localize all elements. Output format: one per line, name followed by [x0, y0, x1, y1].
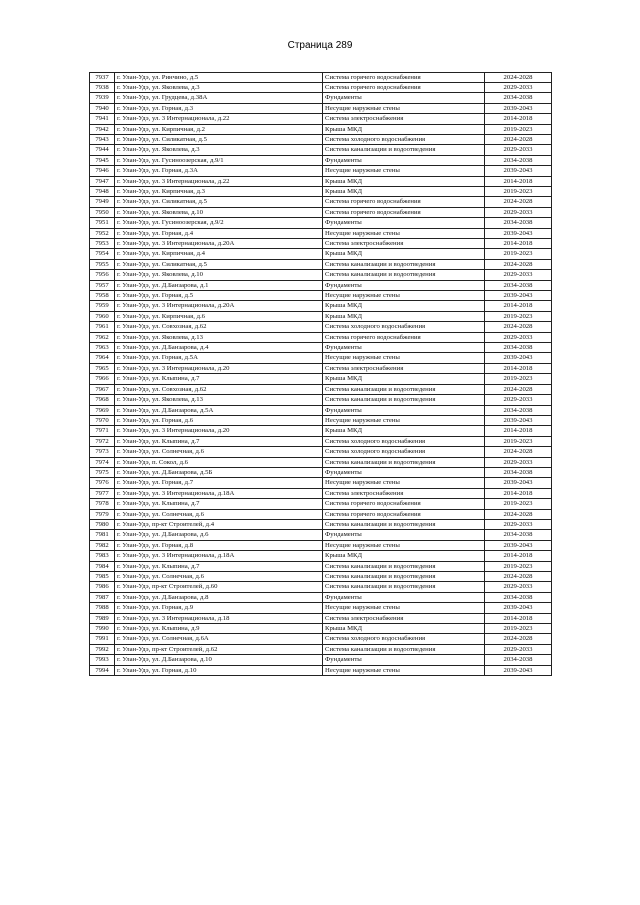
address-cell: г. Улан-Удэ, ул. Горная, д.8	[115, 540, 323, 550]
table-row	[90, 582, 552, 592]
row-number-cell: 7990	[90, 624, 115, 634]
address-cell: г. Улан-Удэ, пр-кт Строителей, д.62	[115, 644, 323, 654]
repair-period-cell: 2019-2023	[485, 124, 552, 134]
table-row	[90, 613, 552, 623]
address-cell: г. Улан-Удэ, ул. Горная, д.7	[115, 478, 323, 488]
repair-period-cell: 2039-2043	[485, 478, 552, 488]
table-row	[90, 103, 552, 113]
table-row	[90, 93, 552, 103]
address-cell: г. Улан-Удэ, ул. 3 Интернационала, д.20А	[115, 239, 323, 249]
repair-period-cell: 2039-2043	[485, 603, 552, 613]
row-number-cell: 7986	[90, 582, 115, 592]
table-row	[90, 114, 552, 124]
table-row	[90, 457, 552, 467]
row-number-cell: 7974	[90, 457, 115, 467]
row-number-cell: 7955	[90, 259, 115, 269]
table-row	[90, 436, 552, 446]
address-cell: г. Улан-Удэ, ул. 3 Интернационала, д.22	[115, 176, 323, 186]
repair-period-cell: 2039-2043	[485, 291, 552, 301]
address-cell: г. Улан-Удэ, ул. Горная, д.6	[115, 415, 323, 425]
row-number-cell: 7947	[90, 176, 115, 186]
repair-period-cell: 2039-2043	[485, 540, 552, 550]
building-system-cell: Система холодного водоснабжения	[323, 447, 485, 457]
repair-period-cell: 2029-2033	[485, 395, 552, 405]
row-number-cell: 7946	[90, 166, 115, 176]
building-system-cell: Крыша МКД	[323, 426, 485, 436]
row-number-cell: 7958	[90, 291, 115, 301]
address-cell: г. Улан-Удэ, ул. 3 Интернационала, д.18А	[115, 488, 323, 498]
repair-period-cell: 2039-2043	[485, 353, 552, 363]
building-system-cell: Фундаменты	[323, 530, 485, 540]
row-number-cell: 7952	[90, 228, 115, 238]
building-system-cell: Несущие наружные стены	[323, 166, 485, 176]
table-row	[90, 509, 552, 519]
table-row	[90, 186, 552, 196]
row-number-cell: 7949	[90, 197, 115, 207]
address-cell: г. Улан-Удэ, ул. Д.Банзарова, д.10	[115, 655, 323, 665]
row-number-cell: 7966	[90, 374, 115, 384]
table-row	[90, 259, 552, 269]
address-cell: г. Улан-Удэ, ул. Клыпина, д.7	[115, 499, 323, 509]
table-row	[90, 239, 552, 249]
repair-period-cell: 2034-2038	[485, 592, 552, 602]
repair-period-cell: 2029-2033	[485, 207, 552, 217]
address-cell: г. Улан-Удэ, ул. Кирпичная, д.2	[115, 124, 323, 134]
address-cell: г. Улан-Удэ, ул. Горная, д.3	[115, 103, 323, 113]
building-system-cell: Фундаменты	[323, 218, 485, 228]
building-system-cell: Система электроснабжения	[323, 114, 485, 124]
repair-period-cell: 2014-2018	[485, 363, 552, 373]
repair-period-cell: 2019-2023	[485, 561, 552, 571]
repair-period-cell: 2024-2028	[485, 197, 552, 207]
address-cell: г. Улан-Удэ, ул. Силикатная, д.5	[115, 197, 323, 207]
building-system-cell: Система горячего водоснабжения	[323, 197, 485, 207]
address-cell: г. Улан-Удэ, ул. Совхозная, д.62	[115, 384, 323, 394]
repair-period-cell: 2014-2018	[485, 488, 552, 498]
repair-period-cell: 2029-2033	[485, 457, 552, 467]
table-row	[90, 384, 552, 394]
building-system-cell: Несущие наружные стены	[323, 665, 485, 675]
repair-period-cell: 2029-2033	[485, 270, 552, 280]
repair-period-cell: 2029-2033	[485, 582, 552, 592]
address-cell: г. Улан-Удэ, ул. Совхозная, д.62	[115, 322, 323, 332]
table-row	[90, 415, 552, 425]
repair-period-cell: 2019-2023	[485, 499, 552, 509]
table-row	[90, 145, 552, 155]
address-cell: г. Улан-Удэ, ул. Горная, д.5	[115, 291, 323, 301]
repair-period-cell: 2019-2023	[485, 249, 552, 259]
table-row	[90, 499, 552, 509]
address-cell: г. Улан-Удэ, ул. Ринчино, д.5	[115, 72, 323, 82]
building-system-cell: Система канализации и водоотведения	[323, 395, 485, 405]
address-cell: г. Улан-Удэ, ул. Д.Банзарова, д.4	[115, 343, 323, 353]
building-system-cell: Система холодного водоснабжения	[323, 634, 485, 644]
repair-period-cell: 2024-2028	[485, 384, 552, 394]
repair-period-cell: 2034-2038	[485, 530, 552, 540]
address-cell: г. Улан-Удэ, ул. Солнечная, д.6А	[115, 634, 323, 644]
repair-period-cell: 2014-2018	[485, 426, 552, 436]
table-row	[90, 655, 552, 665]
building-system-cell: Фундаменты	[323, 280, 485, 290]
table-row	[90, 519, 552, 529]
address-cell: г. Улан-Удэ, ул. Солнечная, д.6	[115, 509, 323, 519]
row-number-cell: 7993	[90, 655, 115, 665]
building-system-cell: Система канализации и водоотведения	[323, 519, 485, 529]
table-row	[90, 363, 552, 373]
row-number-cell: 7984	[90, 561, 115, 571]
table-row	[90, 322, 552, 332]
row-number-cell: 7972	[90, 436, 115, 446]
building-system-cell: Крыша МКД	[323, 311, 485, 321]
building-system-cell: Несущие наружные стены	[323, 291, 485, 301]
row-number-cell: 7979	[90, 509, 115, 519]
building-system-cell: Система электроснабжения	[323, 488, 485, 498]
address-cell: г. Улан-Удэ, ул. Силикатная, д.5	[115, 259, 323, 269]
address-cell: г. Улан-Удэ, ул. 3 Интернационала, д.18А	[115, 551, 323, 561]
table-row	[90, 665, 552, 675]
repair-period-cell: 2014-2018	[485, 301, 552, 311]
row-number-cell: 7964	[90, 353, 115, 363]
table-row	[90, 540, 552, 550]
row-number-cell: 7956	[90, 270, 115, 280]
table-row	[90, 134, 552, 144]
building-system-cell: Крыша МКД	[323, 124, 485, 134]
address-cell: г. Улан-Удэ, ул. Яковлева, д.3	[115, 145, 323, 155]
repair-period-cell: 2039-2043	[485, 103, 552, 113]
row-number-cell: 7944	[90, 145, 115, 155]
repair-period-cell: 2034-2038	[485, 467, 552, 477]
address-cell: г. Улан-Удэ, ул. Кирпичная, д.3	[115, 186, 323, 196]
repair-period-cell: 2014-2018	[485, 613, 552, 623]
row-number-cell: 7991	[90, 634, 115, 644]
row-number-cell: 7961	[90, 322, 115, 332]
address-cell: г. Улан-Удэ, ул. Горная, д.5А	[115, 353, 323, 363]
repair-period-cell: 2024-2028	[485, 322, 552, 332]
row-number-cell: 7971	[90, 426, 115, 436]
table-row	[90, 228, 552, 238]
row-number-cell: 7962	[90, 332, 115, 342]
address-cell: г. Улан-Удэ, пр-кт Строителей, д.4	[115, 519, 323, 529]
row-number-cell: 7969	[90, 405, 115, 415]
table-row	[90, 530, 552, 540]
table-row	[90, 82, 552, 92]
row-number-cell: 7970	[90, 415, 115, 425]
building-system-cell: Система горячего водоснабжения	[323, 332, 485, 342]
table-row	[90, 249, 552, 259]
table-row	[90, 72, 552, 82]
building-system-cell: Система канализации и водоотведения	[323, 561, 485, 571]
table-row	[90, 197, 552, 207]
row-number-cell: 7945	[90, 155, 115, 165]
row-number-cell: 7954	[90, 249, 115, 259]
table-row	[90, 467, 552, 477]
building-system-cell: Несущие наружные стены	[323, 603, 485, 613]
repair-period-cell: 2034-2038	[485, 280, 552, 290]
row-number-cell: 7959	[90, 301, 115, 311]
table-row	[90, 551, 552, 561]
address-cell: г. Улан-Удэ, п. Сокол, д.6	[115, 457, 323, 467]
address-cell: г. Улан-Удэ, ул. Яковлева, д.3	[115, 82, 323, 92]
building-system-cell: Фундаменты	[323, 592, 485, 602]
repair-period-cell: 2034-2038	[485, 155, 552, 165]
address-cell: г. Улан-Удэ, ул. 3 Интернационала, д.20	[115, 426, 323, 436]
repair-period-cell: 2034-2038	[485, 405, 552, 415]
building-system-cell: Фундаменты	[323, 655, 485, 665]
table-body	[90, 72, 552, 676]
row-number-cell: 7992	[90, 644, 115, 654]
building-system-cell: Несущие наружные стены	[323, 478, 485, 488]
table-row	[90, 291, 552, 301]
building-system-cell: Система канализации и водоотведения	[323, 582, 485, 592]
table-row	[90, 644, 552, 654]
repair-period-cell: 2024-2028	[485, 634, 552, 644]
address-cell: г. Улан-Удэ, ул. Яковлева, д.13	[115, 332, 323, 342]
repair-period-cell: 2024-2028	[485, 447, 552, 457]
row-number-cell: 7978	[90, 499, 115, 509]
row-number-cell: 7950	[90, 207, 115, 217]
repair-period-cell: 2019-2023	[485, 374, 552, 384]
repair-period-cell: 2019-2023	[485, 186, 552, 196]
repair-period-cell: 2034-2038	[485, 343, 552, 353]
row-number-cell: 7940	[90, 103, 115, 113]
table-row	[90, 124, 552, 134]
building-system-cell: Система горячего водоснабжения	[323, 82, 485, 92]
building-system-cell: Фундаменты	[323, 467, 485, 477]
building-system-cell: Несущие наружные стены	[323, 103, 485, 113]
address-cell: г. Улан-Удэ, ул. Кирпичная, д.6	[115, 311, 323, 321]
row-number-cell: 7983	[90, 551, 115, 561]
table-row	[90, 603, 552, 613]
table-row	[90, 478, 552, 488]
row-number-cell: 7943	[90, 134, 115, 144]
repair-period-cell: 2024-2028	[485, 259, 552, 269]
address-cell: г. Улан-Удэ, ул. Яковлева, д.13	[115, 395, 323, 405]
building-system-cell: Система холодного водоснабжения	[323, 436, 485, 446]
address-cell: г. Улан-Удэ, ул. Горная, д.3А	[115, 166, 323, 176]
building-system-cell: Крыша МКД	[323, 249, 485, 259]
table-row	[90, 634, 552, 644]
table-row	[90, 592, 552, 602]
address-cell: г. Улан-Удэ, ул. Д.Банзарова, д.5А	[115, 405, 323, 415]
repair-period-cell: 2019-2023	[485, 436, 552, 446]
row-number-cell: 7953	[90, 239, 115, 249]
building-system-cell: Крыша МКД	[323, 301, 485, 311]
table-row	[90, 270, 552, 280]
building-system-cell: Фундаменты	[323, 155, 485, 165]
building-system-cell: Фундаменты	[323, 343, 485, 353]
building-system-cell: Система горячего водоснабжения	[323, 207, 485, 217]
building-system-cell: Крыша МКД	[323, 374, 485, 384]
address-cell: г. Улан-Удэ, ул. 3 Интернационала, д.22	[115, 114, 323, 124]
address-cell: г. Улан-Удэ, ул. Гусиноозерская, д.9/1	[115, 155, 323, 165]
building-system-cell: Крыша МКД	[323, 551, 485, 561]
table-row	[90, 395, 552, 405]
row-number-cell: 7957	[90, 280, 115, 290]
repair-schedule-table	[89, 72, 552, 677]
building-system-cell: Фундаменты	[323, 93, 485, 103]
row-number-cell: 7968	[90, 395, 115, 405]
building-system-cell: Фундаменты	[323, 405, 485, 415]
address-cell: г. Улан-Удэ, ул. 3 Интернационала, д.18	[115, 613, 323, 623]
address-cell: г. Улан-Удэ, ул. Д.Банзарова, д.1	[115, 280, 323, 290]
repair-period-cell: 2034-2038	[485, 218, 552, 228]
building-system-cell: Система канализации и водоотведения	[323, 572, 485, 582]
table-row	[90, 624, 552, 634]
table-row	[90, 166, 552, 176]
repair-period-cell: 2029-2033	[485, 145, 552, 155]
building-system-cell: Система канализации и водоотведения	[323, 457, 485, 467]
repair-period-cell: 2024-2028	[485, 72, 552, 82]
row-number-cell: 7967	[90, 384, 115, 394]
row-number-cell: 7985	[90, 572, 115, 582]
row-number-cell: 7937	[90, 72, 115, 82]
address-cell: г. Улан-Удэ, ул. Горная, д.10	[115, 665, 323, 675]
building-system-cell: Система канализации и водоотведения	[323, 270, 485, 280]
table-row	[90, 343, 552, 353]
repair-period-cell: 2014-2018	[485, 239, 552, 249]
address-cell: г. Улан-Удэ, ул. Клыпина, д.7	[115, 561, 323, 571]
address-cell: г. Улан-Удэ, ул. Клыпина, д.7	[115, 436, 323, 446]
row-number-cell: 7941	[90, 114, 115, 124]
row-number-cell: 7960	[90, 311, 115, 321]
repair-period-cell: 2029-2033	[485, 644, 552, 654]
building-system-cell: Система электроснабжения	[323, 613, 485, 623]
table-row	[90, 332, 552, 342]
address-cell: г. Улан-Удэ, ул. 3 Интернационала, д.20А	[115, 301, 323, 311]
building-system-cell: Система канализации и водоотведения	[323, 384, 485, 394]
repair-period-cell: 2014-2018	[485, 551, 552, 561]
repair-period-cell: 2029-2033	[485, 82, 552, 92]
address-cell: г. Улан-Удэ, ул. 3 Интернационала, д.20	[115, 363, 323, 373]
repair-period-cell: 2029-2033	[485, 519, 552, 529]
repair-period-cell: 2014-2018	[485, 114, 552, 124]
address-cell: г. Улан-Удэ, ул. Грудцева, д.38А	[115, 93, 323, 103]
building-system-cell: Крыша МКД	[323, 186, 485, 196]
table-row	[90, 488, 552, 498]
table-row	[90, 301, 552, 311]
row-number-cell: 7939	[90, 93, 115, 103]
repair-period-cell: 2029-2033	[485, 332, 552, 342]
row-number-cell: 7994	[90, 665, 115, 675]
repair-period-cell: 2019-2023	[485, 624, 552, 634]
table-row	[90, 280, 552, 290]
building-system-cell: Несущие наружные стены	[323, 228, 485, 238]
table-row	[90, 374, 552, 384]
address-cell: г. Улан-Удэ, ул. Д.Банзарова, д.5Б	[115, 467, 323, 477]
address-cell: г. Улан-Удэ, ул. Кирпичная, д.4	[115, 249, 323, 259]
address-cell: г. Улан-Удэ, ул. Гусиноозерская, д.9/2	[115, 218, 323, 228]
repair-period-cell: 2014-2018	[485, 176, 552, 186]
row-number-cell: 7975	[90, 467, 115, 477]
building-system-cell: Крыша МКД	[323, 624, 485, 634]
address-cell: г. Улан-Удэ, ул. Горная, д.9	[115, 603, 323, 613]
row-number-cell: 7951	[90, 218, 115, 228]
page-number-header: Страница 289	[287, 40, 353, 51]
building-system-cell: Система электроснабжения	[323, 363, 485, 373]
repair-period-cell: 2024-2028	[485, 509, 552, 519]
table-row	[90, 218, 552, 228]
repair-period-cell: 2034-2038	[485, 93, 552, 103]
table-row	[90, 426, 552, 436]
address-cell: г. Улан-Удэ, ул. Клыпина, д.9	[115, 624, 323, 634]
row-number-cell: 7980	[90, 519, 115, 529]
row-number-cell: 7977	[90, 488, 115, 498]
table-row	[90, 207, 552, 217]
row-number-cell: 7989	[90, 613, 115, 623]
repair-period-cell: 2024-2028	[485, 572, 552, 582]
building-system-cell: Система электроснабжения	[323, 239, 485, 249]
address-cell: г. Улан-Удэ, ул. Д.Банзарова, д.8	[115, 592, 323, 602]
row-number-cell: 7973	[90, 447, 115, 457]
address-cell: г. Улан-Удэ, ул. Солнечная, д.6	[115, 572, 323, 582]
row-number-cell: 7963	[90, 343, 115, 353]
building-system-cell: Система канализации и водоотведения	[323, 145, 485, 155]
repair-period-cell: 2024-2028	[485, 134, 552, 144]
table-row	[90, 405, 552, 415]
table-row	[90, 353, 552, 363]
building-system-cell: Система горячего водоснабжения	[323, 72, 485, 82]
table-row	[90, 561, 552, 571]
building-system-cell: Система холодного водоснабжения	[323, 322, 485, 332]
building-system-cell: Крыша МКД	[323, 176, 485, 186]
repair-period-cell: 2019-2023	[485, 311, 552, 321]
building-system-cell: Несущие наружные стены	[323, 353, 485, 363]
repair-period-cell: 2039-2043	[485, 228, 552, 238]
building-system-cell: Система канализации и водоотведения	[323, 644, 485, 654]
row-number-cell: 7981	[90, 530, 115, 540]
building-system-cell: Система горячего водоснабжения	[323, 499, 485, 509]
row-number-cell: 7965	[90, 363, 115, 373]
address-cell: г. Улан-Удэ, ул. Клыпина, д.7	[115, 374, 323, 384]
address-cell: г. Улан-Удэ, ул. Силикатная, д.5	[115, 134, 323, 144]
row-number-cell: 7942	[90, 124, 115, 134]
address-cell: г. Улан-Удэ, ул. Яковлева, д.10	[115, 270, 323, 280]
address-cell: г. Улан-Удэ, ул. Горная, д.4	[115, 228, 323, 238]
row-number-cell: 7982	[90, 540, 115, 550]
repair-period-cell: 2034-2038	[485, 655, 552, 665]
row-number-cell: 7976	[90, 478, 115, 488]
table-row	[90, 311, 552, 321]
row-number-cell: 7988	[90, 603, 115, 613]
building-system-cell: Система канализации и водоотведения	[323, 259, 485, 269]
table-row	[90, 572, 552, 582]
repair-period-cell: 2039-2043	[485, 415, 552, 425]
address-cell: г. Улан-Удэ, ул. Д.Банзарова, д.6	[115, 530, 323, 540]
address-cell: г. Улан-Удэ, ул. Яковлева, д.10	[115, 207, 323, 217]
row-number-cell: 7948	[90, 186, 115, 196]
address-cell: г. Улан-Удэ, пр-кт Строителей, д.60	[115, 582, 323, 592]
address-cell: г. Улан-Удэ, ул. Солнечная, д.6	[115, 447, 323, 457]
repair-period-cell: 2039-2043	[485, 665, 552, 675]
building-system-cell: Система холодного водоснабжения	[323, 134, 485, 144]
table-row	[90, 176, 552, 186]
table-row	[90, 447, 552, 457]
row-number-cell: 7987	[90, 592, 115, 602]
building-system-cell: Несущие наружные стены	[323, 540, 485, 550]
row-number-cell: 7938	[90, 82, 115, 92]
table-row	[90, 155, 552, 165]
repair-period-cell: 2039-2043	[485, 166, 552, 176]
building-system-cell: Система горячего водоснабжения	[323, 509, 485, 519]
building-system-cell: Несущие наружные стены	[323, 415, 485, 425]
